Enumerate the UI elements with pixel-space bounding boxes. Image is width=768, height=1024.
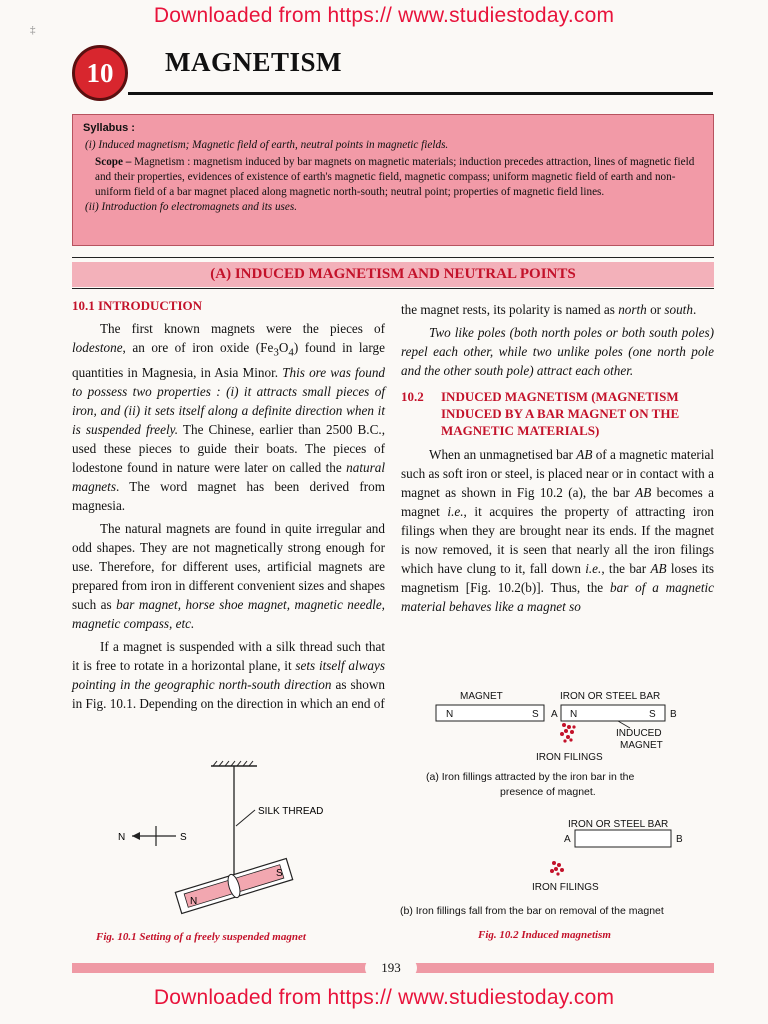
chapter-number-badge	[72, 45, 128, 101]
chapter-title: MAGNETISM	[165, 47, 343, 77]
fig-10-2-diagram	[420, 688, 720, 898]
heading-induced-magnetism: 10.2 INDUCED MAGNETISM (MAGNETISM INDUCED BY A BAR MAGNET ON THE MAGNETIC MATERIALS)	[401, 389, 680, 438]
filings-cluster-a	[560, 723, 576, 743]
right-column	[401, 300, 714, 616]
end-b-label-b: B	[676, 834, 683, 845]
para-natural-magnets: The natural magnets are found in quite irregular and odd shapes. They are not magnetically strong enough for use. Therefore, for different uses, artificial magnets are prepared from iron in different convenient sizes and shapes such as bar magnet, horse shoe magnet, magnetic needle, magnetic compass, etc.	[72, 520, 385, 631]
section-heading: (A) INDUCED MAGNETISM AND NEUTRAL POINTS	[72, 262, 714, 287]
syllabus-box	[72, 114, 714, 246]
edge-mark: ‡	[30, 24, 36, 36]
heading-introduction: 10.1 INTRODUCTION	[72, 298, 203, 313]
induced-pointer	[618, 721, 630, 728]
syllabus-heading: Syllabus :	[83, 122, 135, 134]
fig-a-caption-2: presence of magnet.	[500, 786, 596, 798]
fig-a-caption-1: (a) Iron fillings attracted by the iron bar in the	[426, 771, 635, 783]
magnet-s: S	[532, 709, 539, 720]
download-banner-top[interactable]: Downloaded from https:// www.studiestoday.com	[153, 4, 615, 27]
para-lodestone: The first known magnets were the pieces of lodestone, an ore of iron oxide $(Fe_3O_4)$ found in large quantities in Magnesia, in Asia Minor. This ore was found to possess two properties : (i) it attracts small pieces of iron, and (ii) it sets itself along a definite direction when it is suspended freely. The Chinese, earlier than 2500 B.C., used these pieces to guide their boats. The pieces of lodestone found in nature were later on called the natural magnets. The word magnet has been derived from magnesia.	[72, 321, 386, 513]
induced-label: INDUCED	[616, 728, 662, 739]
end-b-label: B	[670, 709, 677, 720]
syllabus-item-2: (ii) Introduction fo electromagnets and its uses.	[85, 201, 298, 213]
chapter-number: 10	[86, 57, 114, 88]
filings-cluster-b	[550, 861, 564, 876]
syllabus-item-1: (i) Induced magnetism; Magnetic field of earth, neutral points in magnetic fields.	[85, 139, 449, 151]
iron-bar-b	[575, 830, 671, 847]
chapter-rule	[128, 92, 713, 95]
magnet-n: N	[446, 709, 454, 720]
end-a-label: A	[551, 709, 558, 720]
end-a-label-b: A	[564, 834, 571, 845]
section-rule-bottom	[72, 288, 714, 289]
para-suspended: If a magnet is suspended with a silk thread such that it is free to rotate in a horizontal plane, it sets itself always pointing in the geographic north-south direction as shown in Fig. 10.1. Depending on the direction in which an end of	[72, 638, 385, 711]
filings-label-b: IRON FILINGS	[532, 882, 599, 893]
induced-n: N	[570, 709, 578, 720]
left-column	[72, 296, 385, 713]
iron-bar-label-b: IRON OR STEEL BAR	[568, 819, 669, 830]
induced-magnet-label: MAGNET	[620, 740, 663, 751]
section-rule-top	[72, 257, 714, 258]
south-label: S	[180, 832, 187, 843]
magnet-north-label: N	[190, 896, 198, 907]
scope-label: Scope –	[95, 156, 132, 168]
page-number: 193	[365, 958, 417, 978]
fig-10-2-caption: Fig. 10.2 Induced magnetism	[478, 929, 611, 941]
para-induced: When an unmagnetised bar AB of a magnetic material such as soft iron or steel, is placed near or in contact with a magnet as shown in Fig 10.2 (a), the bar AB becomes a magnet i.e., it acquires the property of attracting iron filings when they are brought near its ends. If the magnet is now removed, it is seen that nearly all the iron filings which have clung to it, fall down i.e., the bar AB loses its magnetism [Fig. 10.2(b)]. Thus, the bar of a magnetic material behaves like a magnet so	[401, 447, 715, 614]
syllabus-scope	[95, 155, 703, 200]
fig-10-1-caption: Fig. 10.1 Setting of a freely suspended magnet	[96, 931, 306, 943]
para-polarity: the magnet rests, its polarity is named as north or south.	[401, 302, 697, 317]
para-like-poles: Two like poles (both north poles or both south poles) repel each other, while two unlike poles (one north pole and the other south pole) attract each other.	[401, 325, 714, 378]
fig-b-caption: (b) Iron fillings fall from the bar on removal of the magnet	[400, 905, 664, 917]
north-label: N	[118, 832, 126, 843]
magnet-south-label: S	[276, 868, 283, 879]
silk-thread-label: SILK THREAD	[258, 806, 324, 817]
north-arrow-icon	[132, 832, 140, 840]
thread-pointer	[236, 810, 255, 826]
download-banner-bottom[interactable]: Downloaded from https:// www.studiestoday.com	[153, 986, 615, 1009]
magnet-label: MAGNET	[460, 691, 503, 702]
fig-10-1-diagram	[100, 760, 390, 925]
filings-label-a: IRON FILINGS	[536, 752, 603, 763]
induced-s: S	[649, 709, 656, 720]
scope-text: Magnetism : magnetism induced by bar magnets on magnetic materials; induction precedes attraction, lines of magnetic field and their properties, evidences of existence of earth's magnetic field, magnetic compass; uniform magnetic field of earth and non-uniform field of a bar magnet placed along magnetic north-south; neutral point; properties of magnetic field lines.	[95, 156, 695, 198]
iron-bar-label: IRON OR STEEL BAR	[560, 691, 661, 702]
